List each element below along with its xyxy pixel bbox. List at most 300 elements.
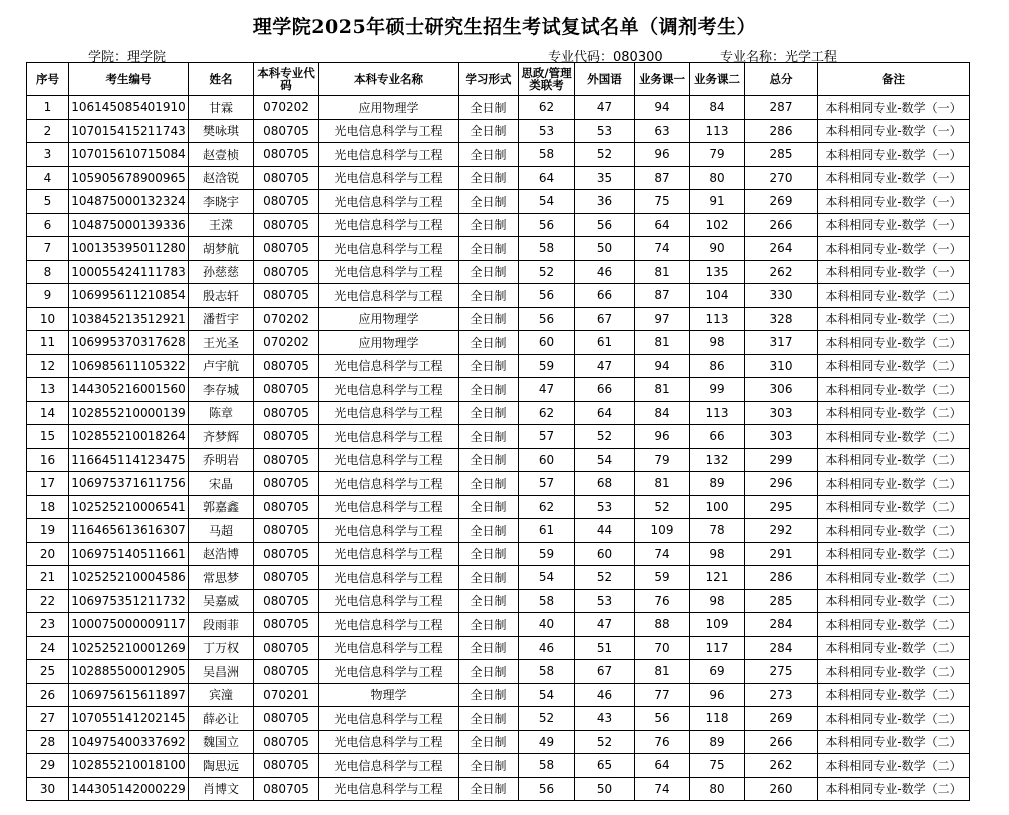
- seq-cell: 27: [27, 707, 69, 731]
- table-row: [27, 495, 970, 519]
- major-name-cell: 光电信息科学与工程: [319, 284, 459, 308]
- foreign-language-score-cell: 50: [575, 237, 635, 261]
- total-score-cell: 273: [745, 683, 818, 707]
- major-code-cell: 070201: [254, 683, 319, 707]
- name-cell: 马超: [189, 519, 254, 543]
- course-two-score-cell: 132: [690, 448, 745, 472]
- header-course-two: 业务课二: [690, 63, 745, 96]
- total-score-cell: 295: [745, 495, 818, 519]
- study-mode-cell: 全日制: [459, 166, 519, 190]
- major-code-cell: 080705: [254, 660, 319, 684]
- major-name-cell: 光电信息科学与工程: [319, 260, 459, 284]
- major-name-cell: 物理学: [319, 683, 459, 707]
- table-row: [27, 542, 970, 566]
- table-row: [27, 190, 970, 214]
- politics-score-cell: 49: [519, 730, 575, 754]
- exam-id-cell: 102525210006541: [69, 495, 189, 519]
- course-one-score-cell: 94: [635, 354, 690, 378]
- total-score-cell: 284: [745, 636, 818, 660]
- table-row: [27, 730, 970, 754]
- course-two-score-cell: 75: [690, 754, 745, 778]
- total-score-cell: 328: [745, 307, 818, 331]
- table-row: [27, 707, 970, 731]
- table-row: [27, 613, 970, 637]
- politics-score-cell: 64: [519, 166, 575, 190]
- major-code-cell: 070202: [254, 331, 319, 355]
- exam-id-cell: 104875000132324: [69, 190, 189, 214]
- foreign-language-score-cell: 44: [575, 519, 635, 543]
- exam-id-cell: 102525210004586: [69, 566, 189, 590]
- politics-score-cell: 62: [519, 495, 575, 519]
- seq-cell: 9: [27, 284, 69, 308]
- course-two-score-cell: 118: [690, 707, 745, 731]
- exam-id-cell: 100075000009117: [69, 613, 189, 637]
- remark-cell: 本科相同专业-数学（二）: [818, 613, 970, 637]
- remark-cell: 本科相同专业-数学（二）: [818, 331, 970, 355]
- header-name: 姓名: [189, 63, 254, 96]
- course-one-score-cell: 74: [635, 237, 690, 261]
- document-title: 理学院2025年硕士研究生招生考试复试名单（调剂考生）: [252, 16, 757, 38]
- foreign-language-score-cell: 53: [575, 119, 635, 143]
- table-row: [27, 660, 970, 684]
- exam-id-cell: 102855210018264: [69, 425, 189, 449]
- exam-id-cell: 102525210001269: [69, 636, 189, 660]
- foreign-language-score-cell: 53: [575, 495, 635, 519]
- major-name-cell: 光电信息科学与工程: [319, 542, 459, 566]
- name-cell: 王光圣: [189, 331, 254, 355]
- remark-cell: 本科相同专业-数学（二）: [818, 495, 970, 519]
- study-mode-cell: 全日制: [459, 519, 519, 543]
- course-one-score-cell: 109: [635, 519, 690, 543]
- total-score-cell: 262: [745, 754, 818, 778]
- major-name-cell: 应用物理学: [319, 96, 459, 120]
- major-code-cell: 080705: [254, 425, 319, 449]
- course-one-score-cell: 81: [635, 660, 690, 684]
- total-score-cell: 285: [745, 589, 818, 613]
- politics-score-cell: 59: [519, 354, 575, 378]
- seq-cell: 2: [27, 119, 69, 143]
- remark-cell: 本科相同专业-数学（二）: [818, 589, 970, 613]
- seq-cell: 15: [27, 425, 69, 449]
- course-one-score-cell: 76: [635, 589, 690, 613]
- course-two-score-cell: 102: [690, 213, 745, 237]
- course-two-score-cell: 98: [690, 589, 745, 613]
- politics-score-cell: 56: [519, 284, 575, 308]
- course-one-score-cell: 88: [635, 613, 690, 637]
- politics-score-cell: 61: [519, 519, 575, 543]
- foreign-language-score-cell: 53: [575, 589, 635, 613]
- major-name-cell: 光电信息科学与工程: [319, 166, 459, 190]
- exam-id-cell: 103845213512921: [69, 307, 189, 331]
- major-code-cell: 080705: [254, 754, 319, 778]
- seq-cell: 25: [27, 660, 69, 684]
- seq-cell: 20: [27, 542, 69, 566]
- study-mode-cell: 全日制: [459, 613, 519, 637]
- table-row: [27, 354, 970, 378]
- name-cell: 卢宇航: [189, 354, 254, 378]
- name-cell: 赵壹桢: [189, 143, 254, 167]
- header-study-mode: 学习形式: [459, 63, 519, 96]
- major-name-cell: 光电信息科学与工程: [319, 378, 459, 402]
- total-score-cell: 296: [745, 472, 818, 496]
- major-name-cell: 光电信息科学与工程: [319, 613, 459, 637]
- major-name-cell: 光电信息科学与工程: [319, 519, 459, 543]
- course-two-score-cell: 89: [690, 472, 745, 496]
- course-one-score-cell: 81: [635, 331, 690, 355]
- course-two-score-cell: 96: [690, 683, 745, 707]
- foreign-language-score-cell: 47: [575, 96, 635, 120]
- remark-cell: 本科相同专业-数学（二）: [818, 636, 970, 660]
- seq-cell: 18: [27, 495, 69, 519]
- study-mode-cell: 全日制: [459, 636, 519, 660]
- politics-score-cell: 54: [519, 683, 575, 707]
- seq-cell: 11: [27, 331, 69, 355]
- politics-score-cell: 54: [519, 190, 575, 214]
- study-mode-cell: 全日制: [459, 495, 519, 519]
- candidate-table: [26, 62, 970, 801]
- name-cell: 殷志轩: [189, 284, 254, 308]
- course-one-score-cell: 52: [635, 495, 690, 519]
- course-one-score-cell: 74: [635, 542, 690, 566]
- seq-cell: 16: [27, 448, 69, 472]
- foreign-language-score-cell: 52: [575, 425, 635, 449]
- header-course-one: 业务课一: [635, 63, 690, 96]
- remark-cell: 本科相同专业-数学（二）: [818, 472, 970, 496]
- politics-score-cell: 62: [519, 401, 575, 425]
- study-mode-cell: 全日制: [459, 307, 519, 331]
- remark-cell: 本科相同专业-数学（二）: [818, 401, 970, 425]
- major-name-cell: 光电信息科学与工程: [319, 777, 459, 801]
- total-score-cell: 291: [745, 542, 818, 566]
- course-two-score-cell: 80: [690, 166, 745, 190]
- remark-cell: 本科相同专业-数学（一）: [818, 96, 970, 120]
- major-code-cell: 080705: [254, 119, 319, 143]
- header-seq: 序号: [27, 63, 69, 96]
- politics-score-cell: 59: [519, 542, 575, 566]
- major-code-cell: 080705: [254, 190, 319, 214]
- foreign-language-score-cell: 52: [575, 143, 635, 167]
- foreign-language-score-cell: 46: [575, 683, 635, 707]
- course-one-score-cell: 64: [635, 754, 690, 778]
- major-name-cell: 光电信息科学与工程: [319, 143, 459, 167]
- politics-score-cell: 60: [519, 331, 575, 355]
- politics-score-cell: 56: [519, 777, 575, 801]
- header-exam-id: 考生编号: [69, 63, 189, 96]
- exam-id-cell: 116465613616307: [69, 519, 189, 543]
- exam-id-cell: 144305142000229: [69, 777, 189, 801]
- remark-cell: 本科相同专业-数学（二）: [818, 307, 970, 331]
- course-two-score-cell: 113: [690, 401, 745, 425]
- name-cell: 潘哲宇: [189, 307, 254, 331]
- seq-cell: 1: [27, 96, 69, 120]
- table-row: [27, 519, 970, 543]
- politics-score-cell: 54: [519, 566, 575, 590]
- seq-cell: 28: [27, 730, 69, 754]
- study-mode-cell: 全日制: [459, 707, 519, 731]
- table-row: [27, 425, 970, 449]
- major-code-cell: 080705: [254, 730, 319, 754]
- remark-cell: 本科相同专业-数学（二）: [818, 683, 970, 707]
- remark-cell: 本科相同专业-数学（二）: [818, 425, 970, 449]
- major-name-cell: 应用物理学: [319, 307, 459, 331]
- name-cell: 齐梦辉: [189, 425, 254, 449]
- name-cell: 魏国立: [189, 730, 254, 754]
- course-two-score-cell: 89: [690, 730, 745, 754]
- major-name-cell: 光电信息科学与工程: [319, 472, 459, 496]
- total-score-cell: 284: [745, 613, 818, 637]
- foreign-language-score-cell: 46: [575, 260, 635, 284]
- course-two-score-cell: 121: [690, 566, 745, 590]
- course-one-score-cell: 81: [635, 378, 690, 402]
- exam-id-cell: 102855210018100: [69, 754, 189, 778]
- politics-score-cell: 58: [519, 143, 575, 167]
- course-two-score-cell: 78: [690, 519, 745, 543]
- seq-cell: 23: [27, 613, 69, 637]
- major-name-cell: 光电信息科学与工程: [319, 754, 459, 778]
- name-cell: 吴昌洲: [189, 660, 254, 684]
- major-name-cell: 应用物理学: [319, 331, 459, 355]
- remark-cell: 本科相同专业-数学（一）: [818, 237, 970, 261]
- foreign-language-score-cell: 67: [575, 660, 635, 684]
- total-score-cell: 303: [745, 401, 818, 425]
- name-cell: 肖博文: [189, 777, 254, 801]
- foreign-language-score-cell: 66: [575, 378, 635, 402]
- course-one-score-cell: 97: [635, 307, 690, 331]
- course-two-score-cell: 80: [690, 777, 745, 801]
- major-code-cell: 070202: [254, 96, 319, 120]
- major-code-cell: 080705: [254, 542, 319, 566]
- foreign-language-score-cell: 35: [575, 166, 635, 190]
- course-one-score-cell: 56: [635, 707, 690, 731]
- exam-id-cell: 144305216001560: [69, 378, 189, 402]
- foreign-language-score-cell: 60: [575, 542, 635, 566]
- major-code-cell: 080705: [254, 237, 319, 261]
- course-two-score-cell: 113: [690, 307, 745, 331]
- total-score-cell: 285: [745, 143, 818, 167]
- foreign-language-score-cell: 52: [575, 730, 635, 754]
- remark-cell: 本科相同专业-数学（二）: [818, 378, 970, 402]
- course-one-score-cell: 81: [635, 472, 690, 496]
- politics-score-cell: 56: [519, 213, 575, 237]
- table-row: [27, 472, 970, 496]
- major-code-cell: 080705: [254, 213, 319, 237]
- major-code-cell: 080705: [254, 143, 319, 167]
- name-cell: 常思梦: [189, 566, 254, 590]
- total-score-cell: 286: [745, 566, 818, 590]
- foreign-language-score-cell: 64: [575, 401, 635, 425]
- course-two-score-cell: 91: [690, 190, 745, 214]
- seq-cell: 3: [27, 143, 69, 167]
- politics-score-cell: 52: [519, 707, 575, 731]
- foreign-language-score-cell: 47: [575, 613, 635, 637]
- exam-id-cell: 102885500012905: [69, 660, 189, 684]
- major-code-cell: 080705: [254, 401, 319, 425]
- remark-cell: 本科相同专业-数学（二）: [818, 284, 970, 308]
- study-mode-cell: 全日制: [459, 401, 519, 425]
- course-two-score-cell: 98: [690, 331, 745, 355]
- study-mode-cell: 全日制: [459, 284, 519, 308]
- major-name-cell: 光电信息科学与工程: [319, 213, 459, 237]
- remark-cell: 本科相同专业-数学（二）: [818, 566, 970, 590]
- table-row: [27, 166, 970, 190]
- remark-cell: 本科相同专业-数学（一）: [818, 143, 970, 167]
- course-two-score-cell: 79: [690, 143, 745, 167]
- exam-id-cell: 106975351211732: [69, 589, 189, 613]
- course-one-score-cell: 81: [635, 260, 690, 284]
- total-score-cell: 303: [745, 425, 818, 449]
- course-two-score-cell: 69: [690, 660, 745, 684]
- major-code-cell: 080705: [254, 448, 319, 472]
- major-name-cell: 光电信息科学与工程: [319, 589, 459, 613]
- study-mode-cell: 全日制: [459, 237, 519, 261]
- course-one-score-cell: 70: [635, 636, 690, 660]
- total-score-cell: 264: [745, 237, 818, 261]
- table-row: [27, 378, 970, 402]
- study-mode-cell: 全日制: [459, 542, 519, 566]
- name-cell: 陶思远: [189, 754, 254, 778]
- total-score-cell: 306: [745, 378, 818, 402]
- course-one-score-cell: 87: [635, 284, 690, 308]
- study-mode-cell: 全日制: [459, 96, 519, 120]
- politics-score-cell: 58: [519, 237, 575, 261]
- total-score-cell: 260: [745, 777, 818, 801]
- total-score-cell: 262: [745, 260, 818, 284]
- total-score-cell: 287: [745, 96, 818, 120]
- seq-cell: 24: [27, 636, 69, 660]
- seq-cell: 14: [27, 401, 69, 425]
- name-cell: 甘霖: [189, 96, 254, 120]
- course-one-score-cell: 84: [635, 401, 690, 425]
- major-name-cell: 光电信息科学与工程: [319, 495, 459, 519]
- study-mode-cell: 全日制: [459, 119, 519, 143]
- exam-id-cell: 102855210000139: [69, 401, 189, 425]
- remark-cell: 本科相同专业-数学（一）: [818, 166, 970, 190]
- major-code-cell: 080705: [254, 166, 319, 190]
- foreign-language-score-cell: 68: [575, 472, 635, 496]
- remark-cell: 本科相同专业-数学（二）: [818, 448, 970, 472]
- exam-id-cell: 106975615611897: [69, 683, 189, 707]
- major-code-cell: 080705: [254, 519, 319, 543]
- table-row: [27, 566, 970, 590]
- foreign-language-score-cell: 47: [575, 354, 635, 378]
- total-score-cell: 286: [745, 119, 818, 143]
- politics-score-cell: 47: [519, 378, 575, 402]
- course-two-score-cell: 104: [690, 284, 745, 308]
- course-two-score-cell: 90: [690, 237, 745, 261]
- seq-cell: 12: [27, 354, 69, 378]
- foreign-language-score-cell: 54: [575, 448, 635, 472]
- seq-cell: 7: [27, 237, 69, 261]
- name-cell: 孙慈慈: [189, 260, 254, 284]
- major-code-cell: 080705: [254, 354, 319, 378]
- course-two-score-cell: 100: [690, 495, 745, 519]
- foreign-language-score-cell: 36: [575, 190, 635, 214]
- name-cell: 郭嘉鑫: [189, 495, 254, 519]
- course-two-score-cell: 117: [690, 636, 745, 660]
- exam-id-cell: 107015415211743: [69, 119, 189, 143]
- name-cell: 乔明岩: [189, 448, 254, 472]
- major-code-cell: 080705: [254, 566, 319, 590]
- total-score-cell: 266: [745, 213, 818, 237]
- foreign-language-score-cell: 51: [575, 636, 635, 660]
- remark-cell: 本科相同专业-数学（二）: [818, 754, 970, 778]
- table-row: [27, 96, 970, 120]
- seq-cell: 10: [27, 307, 69, 331]
- table-row: [27, 260, 970, 284]
- course-two-score-cell: 113: [690, 119, 745, 143]
- name-cell: 薛必让: [189, 707, 254, 731]
- politics-score-cell: 40: [519, 613, 575, 637]
- politics-score-cell: 58: [519, 754, 575, 778]
- major-name-cell: 光电信息科学与工程: [319, 425, 459, 449]
- header-total: 总分: [745, 63, 818, 96]
- major-code-cell: 080705: [254, 260, 319, 284]
- course-one-score-cell: 64: [635, 213, 690, 237]
- seq-cell: 17: [27, 472, 69, 496]
- major-name-cell: 光电信息科学与工程: [319, 448, 459, 472]
- table-row: [27, 284, 970, 308]
- study-mode-cell: 全日制: [459, 425, 519, 449]
- table-row: [27, 119, 970, 143]
- course-one-score-cell: 74: [635, 777, 690, 801]
- table-row: [27, 589, 970, 613]
- politics-score-cell: 57: [519, 425, 575, 449]
- name-cell: 陈章: [189, 401, 254, 425]
- foreign-language-score-cell: 61: [575, 331, 635, 355]
- foreign-language-score-cell: 56: [575, 213, 635, 237]
- foreign-language-score-cell: 43: [575, 707, 635, 731]
- total-score-cell: 310: [745, 354, 818, 378]
- major-code-cell: 080705: [254, 613, 319, 637]
- course-two-score-cell: 109: [690, 613, 745, 637]
- table-row: [27, 754, 970, 778]
- course-two-score-cell: 84: [690, 96, 745, 120]
- table-row: [27, 331, 970, 355]
- major-code-cell: 080705: [254, 472, 319, 496]
- name-cell: 李晓宇: [189, 190, 254, 214]
- foreign-language-score-cell: 50: [575, 777, 635, 801]
- seq-cell: 22: [27, 589, 69, 613]
- major-name-cell: 光电信息科学与工程: [319, 660, 459, 684]
- major-name-cell: 光电信息科学与工程: [319, 119, 459, 143]
- study-mode-cell: 全日制: [459, 777, 519, 801]
- study-mode-cell: 全日制: [459, 448, 519, 472]
- major-name-cell: 光电信息科学与工程: [319, 730, 459, 754]
- exam-id-cell: 104875000139336: [69, 213, 189, 237]
- exam-id-cell: 106995370317628: [69, 331, 189, 355]
- study-mode-cell: 全日制: [459, 354, 519, 378]
- major-code-cell: 080705: [254, 378, 319, 402]
- seq-cell: 29: [27, 754, 69, 778]
- politics-score-cell: 57: [519, 472, 575, 496]
- exam-id-cell: 106975371611756: [69, 472, 189, 496]
- course-one-score-cell: 76: [635, 730, 690, 754]
- table-row: [27, 448, 970, 472]
- table-row: [27, 307, 970, 331]
- exam-id-cell: 106985611105322: [69, 354, 189, 378]
- seq-cell: 13: [27, 378, 69, 402]
- study-mode-cell: 全日制: [459, 589, 519, 613]
- remark-cell: 本科相同专业-数学（二）: [818, 519, 970, 543]
- header-politics: 思政/管理类联考: [519, 63, 575, 96]
- header-remark: 备注: [818, 63, 970, 96]
- politics-score-cell: 60: [519, 448, 575, 472]
- college-label: 学院：理学院: [88, 50, 167, 65]
- course-one-score-cell: 75: [635, 190, 690, 214]
- seq-cell: 8: [27, 260, 69, 284]
- exam-id-cell: 106145085401910: [69, 96, 189, 120]
- major-name-cell: 光电信息科学与工程: [319, 401, 459, 425]
